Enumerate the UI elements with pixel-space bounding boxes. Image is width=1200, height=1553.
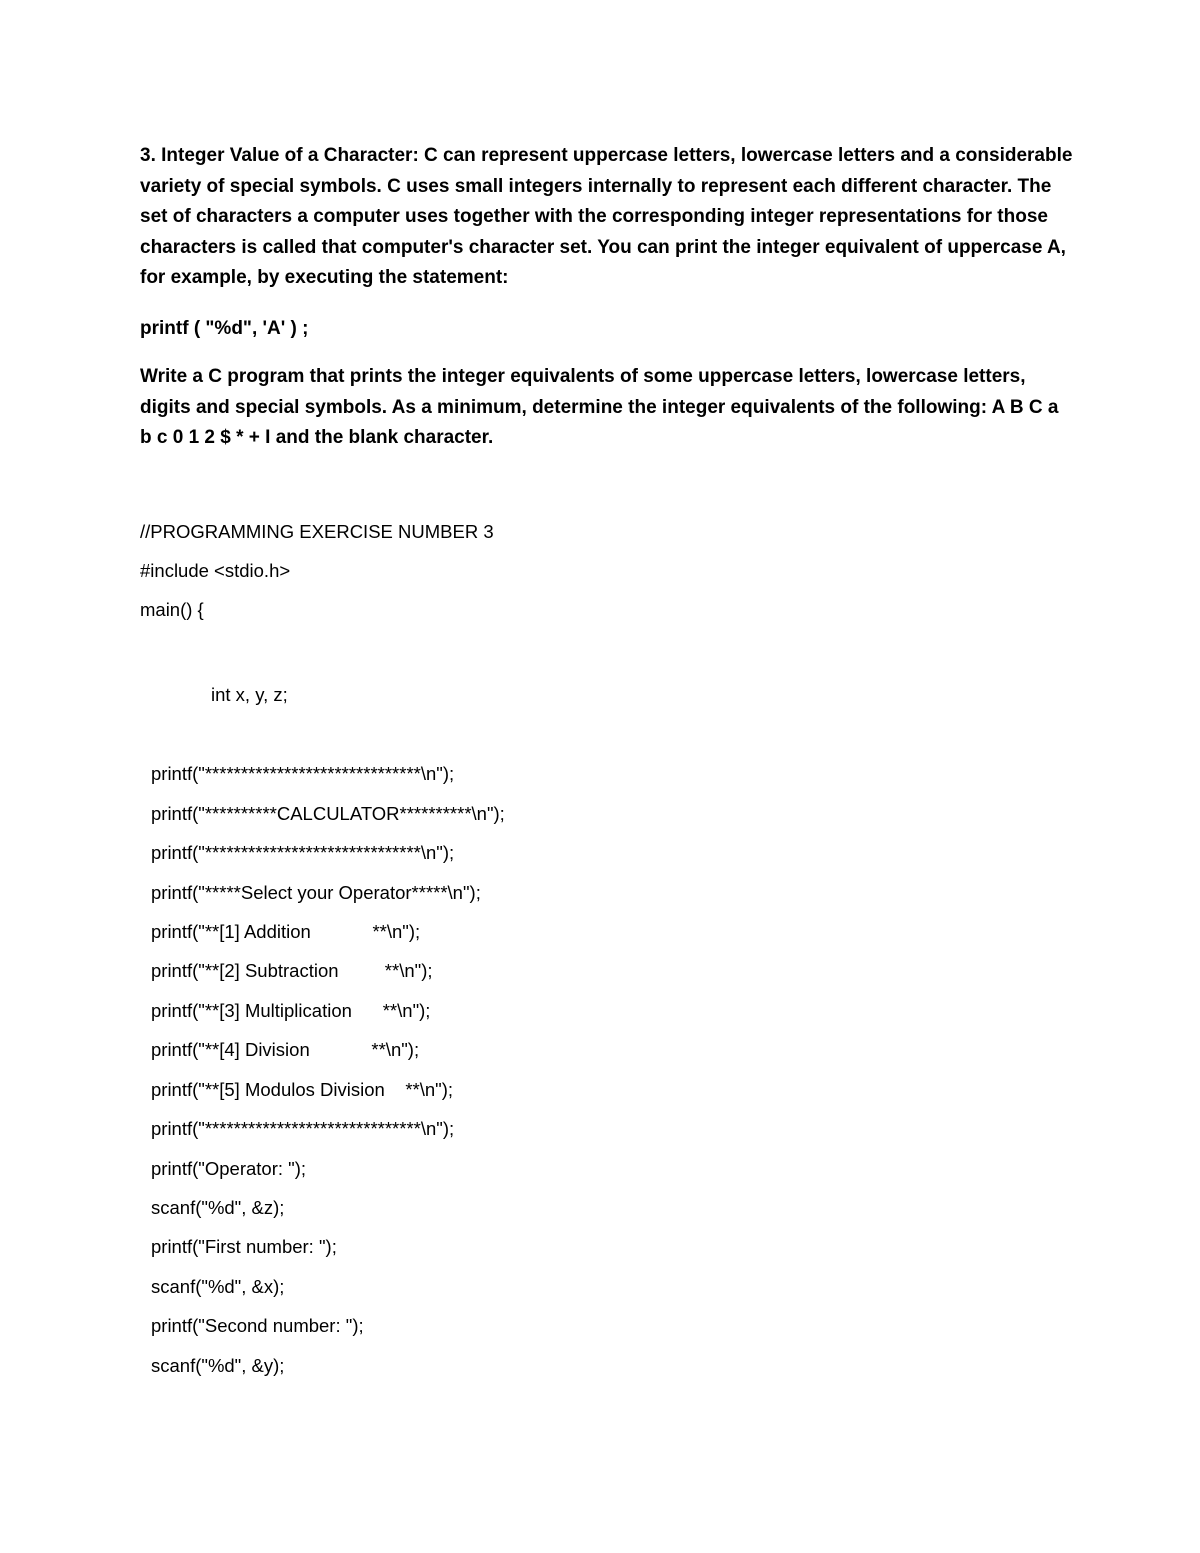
task-line-2: digits and special symbols. As a minimum, determine the integer equivalents of the following: A B C a	[140, 396, 1059, 418]
code-body-line: printf("**[5] Modulos Division **\n");	[151, 1079, 454, 1100]
code-body-line: scanf("%d", &z);	[151, 1197, 285, 1218]
problem-line-2: variety of special symbols. C uses small integers internally to represent each different character. The	[140, 175, 1052, 197]
code-body-line: printf("**[2] Subtraction **\n");	[151, 960, 433, 981]
code-include: #include <stdio.h>	[140, 560, 291, 581]
statement-line: printf ( "%d", 'A' ) ;	[140, 318, 309, 339]
code-body-line: printf("Operator: ");	[151, 1158, 307, 1179]
code-comment: //PROGRAMMING EXERCISE NUMBER 3	[140, 521, 494, 542]
code-declaration: int x, y, z;	[211, 684, 288, 705]
task-line-1: Write a C program that prints the integer equivalents of some uppercase letters, lowercase letters,	[140, 366, 1026, 387]
task-description	[140, 362, 1070, 454]
example-statement	[140, 314, 1070, 345]
code-body-line: printf("******************************\n");	[151, 763, 455, 784]
code-body-line: printf("**[1] Addition **\n");	[151, 921, 421, 942]
code-body-line: printf("**[4] Division **\n");	[151, 1039, 420, 1060]
code-body-line: printf("Second number: ");	[151, 1315, 364, 1336]
problem-line-5: for example, by executing the statement:	[140, 267, 509, 288]
code-body-line: printf("**********CALCULATOR**********\n");	[151, 803, 505, 824]
code-body-line: scanf("%d", &y);	[151, 1355, 285, 1376]
code-body-line: printf("*****Select your Operator*****\n");	[151, 882, 481, 903]
problem-line-3: set of characters a computer uses together with the corresponding integer representations for those	[140, 206, 1048, 227]
problem-description	[140, 141, 1073, 294]
code-main-open: main() {	[140, 599, 204, 620]
code-body-line: printf("******************************\n");	[151, 842, 455, 863]
code-body-line: printf("**[3] Multiplication **\n");	[151, 1000, 431, 1021]
problem-line-4: characters is called that computer's character set. You can print the integer equivalent of uppercase A,	[140, 236, 1066, 258]
code-body-line: scanf("%d", &x);	[151, 1276, 285, 1297]
code-body-line: printf("******************************\n");	[151, 1118, 455, 1139]
task-line-3: b c 0 1 2 $ * + I and the blank character.	[140, 427, 494, 448]
problem-line-1: 3. Integer Value of a Character: C can represent uppercase letters, lowercase letters and a considerable	[140, 145, 1073, 166]
code-body-line: printf("First number: ");	[151, 1236, 337, 1257]
